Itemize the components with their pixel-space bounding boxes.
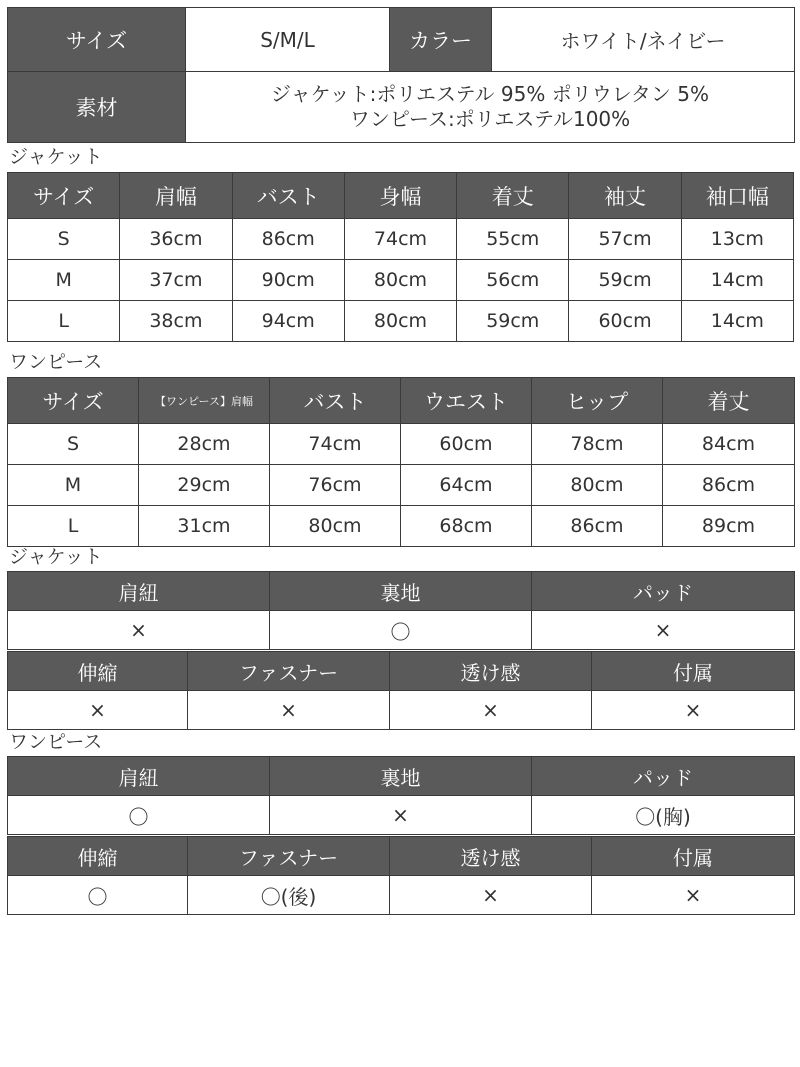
table-row <box>8 424 795 465</box>
value-cell: 90cm <box>232 260 344 301</box>
value-cell: 36cm <box>120 219 232 260</box>
dress-features-table-1 <box>7 756 795 835</box>
material-line-dress: ワンピース:ポリエステル100% <box>349 107 631 131</box>
size-cell: M <box>8 260 120 301</box>
value-cell: 14cm <box>681 260 793 301</box>
header-bust: バスト <box>232 173 344 219</box>
header-zipper: ファスナー <box>188 652 390 691</box>
value-cell: 28cm <box>139 424 270 465</box>
value-cell: 80cm <box>344 260 456 301</box>
table-row <box>8 796 795 835</box>
size-label: サイズ <box>8 8 186 72</box>
value-cell: 89cm <box>663 506 795 547</box>
header-lining: 裏地 <box>270 572 532 611</box>
value-cell: 60cm <box>401 424 532 465</box>
header-pad: パッド <box>532 757 795 796</box>
header-sheer: 透け感 <box>390 652 592 691</box>
table-row <box>8 691 795 730</box>
value-cell: 〇 <box>270 611 532 650</box>
table-row <box>8 876 795 915</box>
material-label: 素材 <box>8 72 186 143</box>
header-accessory: 付属 <box>592 837 795 876</box>
header-shoulder: 肩幅 <box>120 173 232 219</box>
value-cell: × <box>592 691 795 730</box>
color-label: カラー <box>390 8 492 72</box>
value-cell: 86cm <box>232 219 344 260</box>
size-cell: M <box>8 465 139 506</box>
value-cell: 38cm <box>120 301 232 342</box>
value-cell: × <box>8 611 270 650</box>
header-waist: ウエスト <box>401 378 532 424</box>
value-cell: × <box>8 691 188 730</box>
value-cell: × <box>188 691 390 730</box>
header-length: 着丈 <box>457 173 569 219</box>
value-cell: × <box>390 691 592 730</box>
value-cell: 86cm <box>532 506 663 547</box>
jacket-size-label: ジャケット <box>9 146 103 168</box>
value-cell: 55cm <box>457 219 569 260</box>
value-cell: 29cm <box>139 465 270 506</box>
header-length: 着丈 <box>663 378 795 424</box>
value-cell: 80cm <box>344 301 456 342</box>
value-cell: 64cm <box>401 465 532 506</box>
dress-size-label: ワンピース <box>9 351 103 373</box>
dress-features-label: ワンピース <box>9 731 103 753</box>
value-cell: 78cm <box>532 424 663 465</box>
jacket-size-table <box>7 172 794 342</box>
value-cell: 94cm <box>232 301 344 342</box>
value-cell: 59cm <box>569 260 681 301</box>
jacket-features-label: ジャケット <box>9 546 103 568</box>
table-row <box>8 506 795 547</box>
dress-features-table-2 <box>7 836 795 915</box>
value-cell: 31cm <box>139 506 270 547</box>
size-cell: L <box>8 301 120 342</box>
value-cell: 76cm <box>270 465 401 506</box>
table-row <box>8 260 794 301</box>
size-cell: S <box>8 424 139 465</box>
value-cell: 14cm <box>681 301 793 342</box>
value-cell: 74cm <box>270 424 401 465</box>
value-cell: 68cm <box>401 506 532 547</box>
header-accessory: 付属 <box>592 652 795 691</box>
header-size: サイズ <box>8 378 139 424</box>
table-row <box>8 301 794 342</box>
value-cell: 80cm <box>270 506 401 547</box>
header-stretch: 伸縮 <box>8 837 188 876</box>
value-cell: 56cm <box>457 260 569 301</box>
material-line-jacket: ジャケット:ポリエステル 95% ポリウレタン 5% <box>271 82 709 106</box>
header-body-width: 身幅 <box>344 173 456 219</box>
header-hip: ヒップ <box>532 378 663 424</box>
jacket-features-table-2 <box>7 651 795 730</box>
header-size: サイズ <box>8 173 120 219</box>
value-cell: 13cm <box>681 219 793 260</box>
header-bust: バスト <box>270 378 401 424</box>
value-cell: 60cm <box>569 301 681 342</box>
header-sheer: 透け感 <box>390 837 592 876</box>
header-pad: パッド <box>532 572 795 611</box>
value-cell: × <box>532 611 795 650</box>
header-strap: 肩紐 <box>8 757 270 796</box>
dress-size-table <box>7 377 795 547</box>
value-cell: 〇 <box>8 796 270 835</box>
header-stretch: 伸縮 <box>8 652 188 691</box>
header-sleeve: 袖丈 <box>569 173 681 219</box>
value-cell: 57cm <box>569 219 681 260</box>
value-cell: 59cm <box>457 301 569 342</box>
value-cell: 74cm <box>344 219 456 260</box>
table-row <box>8 611 795 650</box>
value-cell: 37cm <box>120 260 232 301</box>
jacket-features-table-1 <box>7 571 795 650</box>
value-cell: 〇(後) <box>188 876 390 915</box>
table-row <box>8 219 794 260</box>
size-value: S/M/L <box>186 8 390 72</box>
size-cell: S <box>8 219 120 260</box>
material-value <box>186 72 795 143</box>
value-cell: 〇 <box>8 876 188 915</box>
header-cuff: 袖口幅 <box>681 173 793 219</box>
header-shoulder: 【ワンピース】肩幅 <box>139 378 270 424</box>
value-cell: 80cm <box>532 465 663 506</box>
header-zipper: ファスナー <box>188 837 390 876</box>
size-cell: L <box>8 506 139 547</box>
value-cell: × <box>390 876 592 915</box>
header-lining: 裏地 <box>270 757 532 796</box>
color-value: ホワイト/ネイビー <box>492 8 795 72</box>
value-cell: 84cm <box>663 424 795 465</box>
info-table <box>7 7 795 143</box>
table-row <box>8 465 795 506</box>
value-cell: 〇(胸) <box>532 796 795 835</box>
value-cell: 86cm <box>663 465 795 506</box>
value-cell: × <box>270 796 532 835</box>
header-strap: 肩紐 <box>8 572 270 611</box>
value-cell: × <box>592 876 795 915</box>
